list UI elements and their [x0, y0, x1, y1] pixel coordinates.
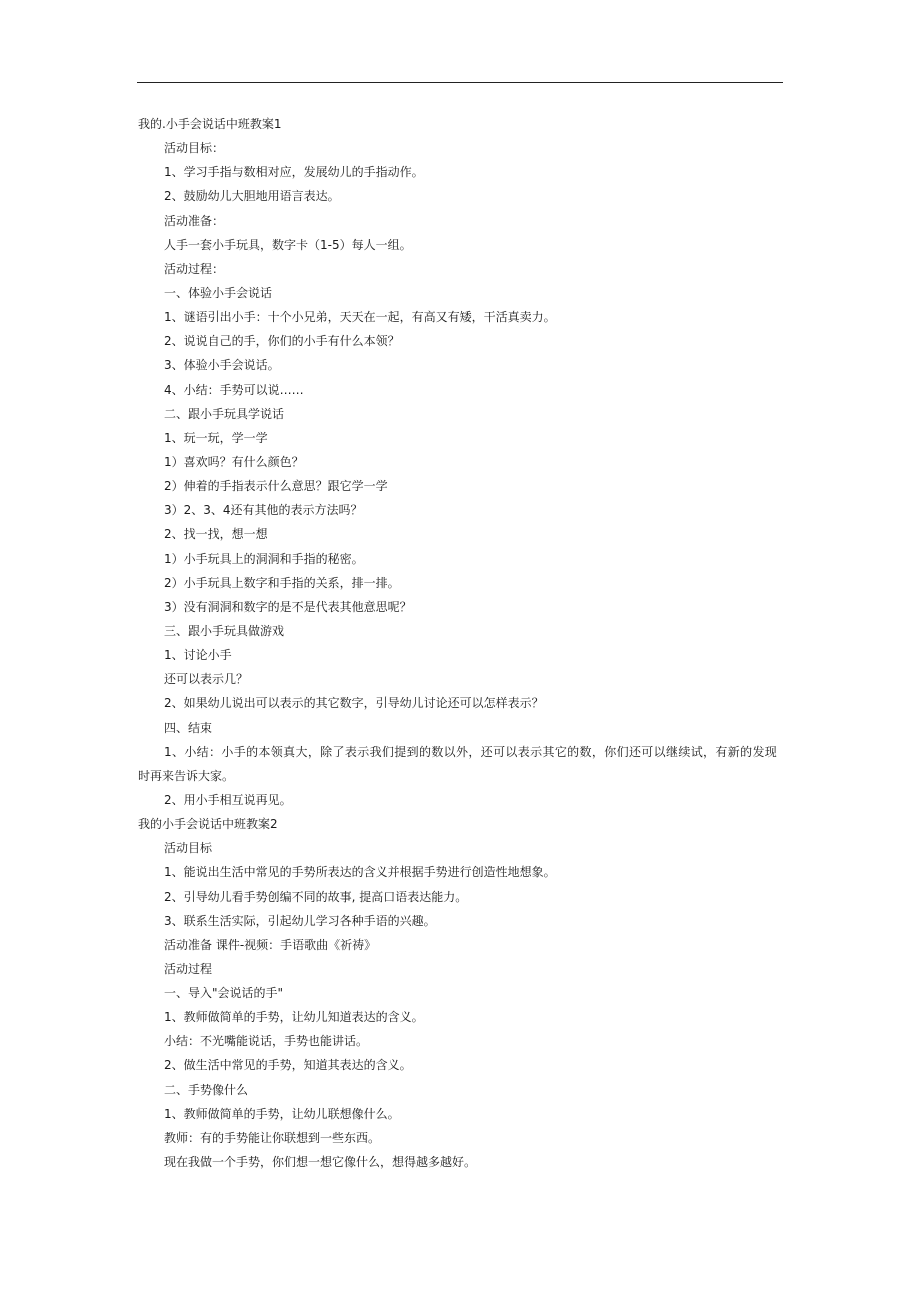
text-line: 2）伸着的手指表示什么意思？跟它学一学	[164, 479, 388, 494]
text-line: 二、手势像什么	[164, 1082, 249, 1097]
text-line: 2、找一找，想一想	[164, 527, 268, 542]
text-line: 现在我做一个手势，你们想一想它像什么，想得越多越好。	[164, 1155, 477, 1170]
text-line: 活动过程	[164, 961, 213, 976]
text-line: 小结：不光嘴能说话，手势也能讲话。	[164, 1034, 369, 1049]
text-line: 活动目标：	[164, 141, 225, 156]
text-line: 1）小手玩具上的洞洞和手指的秘密。	[164, 551, 364, 566]
text-line: 人手一套小手玩具，数字卡（1-5）每人一组。	[164, 237, 412, 252]
text-line: 3、体验小手会说话。	[164, 358, 280, 373]
text-line: 2、引导幼儿看手势创编不同的故事, 提高口语表达能力。	[164, 889, 468, 904]
text-line: 活动目标	[164, 841, 213, 856]
text-line: 1、谜语引出小手：十个小兄弟，天天在一起，有高又有矮，干活真卖力。	[164, 310, 556, 325]
text-line: 4、小结：手势可以说……	[164, 382, 304, 397]
text-line: 我的小手会说话中班教案2	[138, 817, 278, 832]
text-line: 1、教师做简单的手势，让幼儿知道表达的含义。	[164, 1010, 424, 1025]
text-line: 2、鼓励幼儿大胆地用语言表达。	[164, 189, 340, 204]
text-line: 一、导入"会说话的手"	[164, 986, 284, 1001]
text-line: 三、跟小手玩具做游戏	[164, 623, 285, 638]
text-line: 活动准备：	[164, 213, 225, 228]
text-line: 2）小手玩具上数字和手指的关系，排一排。	[164, 575, 400, 590]
text-line: 1）喜欢吗？有什么颜色？	[164, 454, 304, 469]
text-line: 1、小结：小手的本领真大，除了表示我们提到的数以外，还可以表示其它的数，你们还可以继续试，有新的发现	[164, 744, 778, 759]
text-line: 2、如果幼儿说出可以表示的其它数字，引导幼儿讨论还可以怎样表示？	[164, 696, 544, 711]
text-line: 3）2、3、4还有其他的表示方法吗？	[164, 503, 363, 518]
text-line: 还可以表示几？	[164, 672, 249, 687]
header-rule	[137, 82, 783, 83]
text-line: 一、体验小手会说话	[164, 285, 273, 300]
text-line: 1、能说出生活中常见的手势所表达的含义并根据手势进行创造性地想象。	[164, 865, 556, 880]
text-line: 二、跟小手玩具学说话	[164, 406, 285, 421]
text-line: 3）没有洞洞和数字的是不是代表其他意思呢？	[164, 599, 412, 614]
text-line: 时再来告诉大家。	[138, 768, 235, 783]
text-line: 我的.小手会说话中班教案1	[138, 117, 282, 131]
text-line: 3、联系生活实际，引起幼儿学习各种手语的兴趣。	[164, 913, 436, 928]
text-line: 活动过程：	[164, 261, 225, 276]
text-line: 教师：有的手势能让你联想到一些东西。	[164, 1130, 381, 1145]
text-line: 1、玩一玩，学一学	[164, 430, 268, 445]
text-line: 2、用小手相互说再见。	[164, 792, 292, 807]
text-line: 活动准备 课件-视频：手语歌曲《祈祷》	[164, 937, 377, 952]
text-line: 1、教师做简单的手势，让幼儿联想像什么。	[164, 1106, 400, 1121]
text-line: 2、说说自己的手，你们的小手有什么本领？	[164, 334, 400, 349]
text-line: 2、做生活中常见的手势，知道其表达的含义。	[164, 1058, 412, 1073]
text-line: 1、讨论小手	[164, 648, 232, 663]
document-body	[138, 112, 783, 1174]
text-line: 1、学习手指与数相对应，发展幼儿的手指动作。	[164, 165, 424, 180]
text-line: 四、结束	[164, 720, 213, 735]
